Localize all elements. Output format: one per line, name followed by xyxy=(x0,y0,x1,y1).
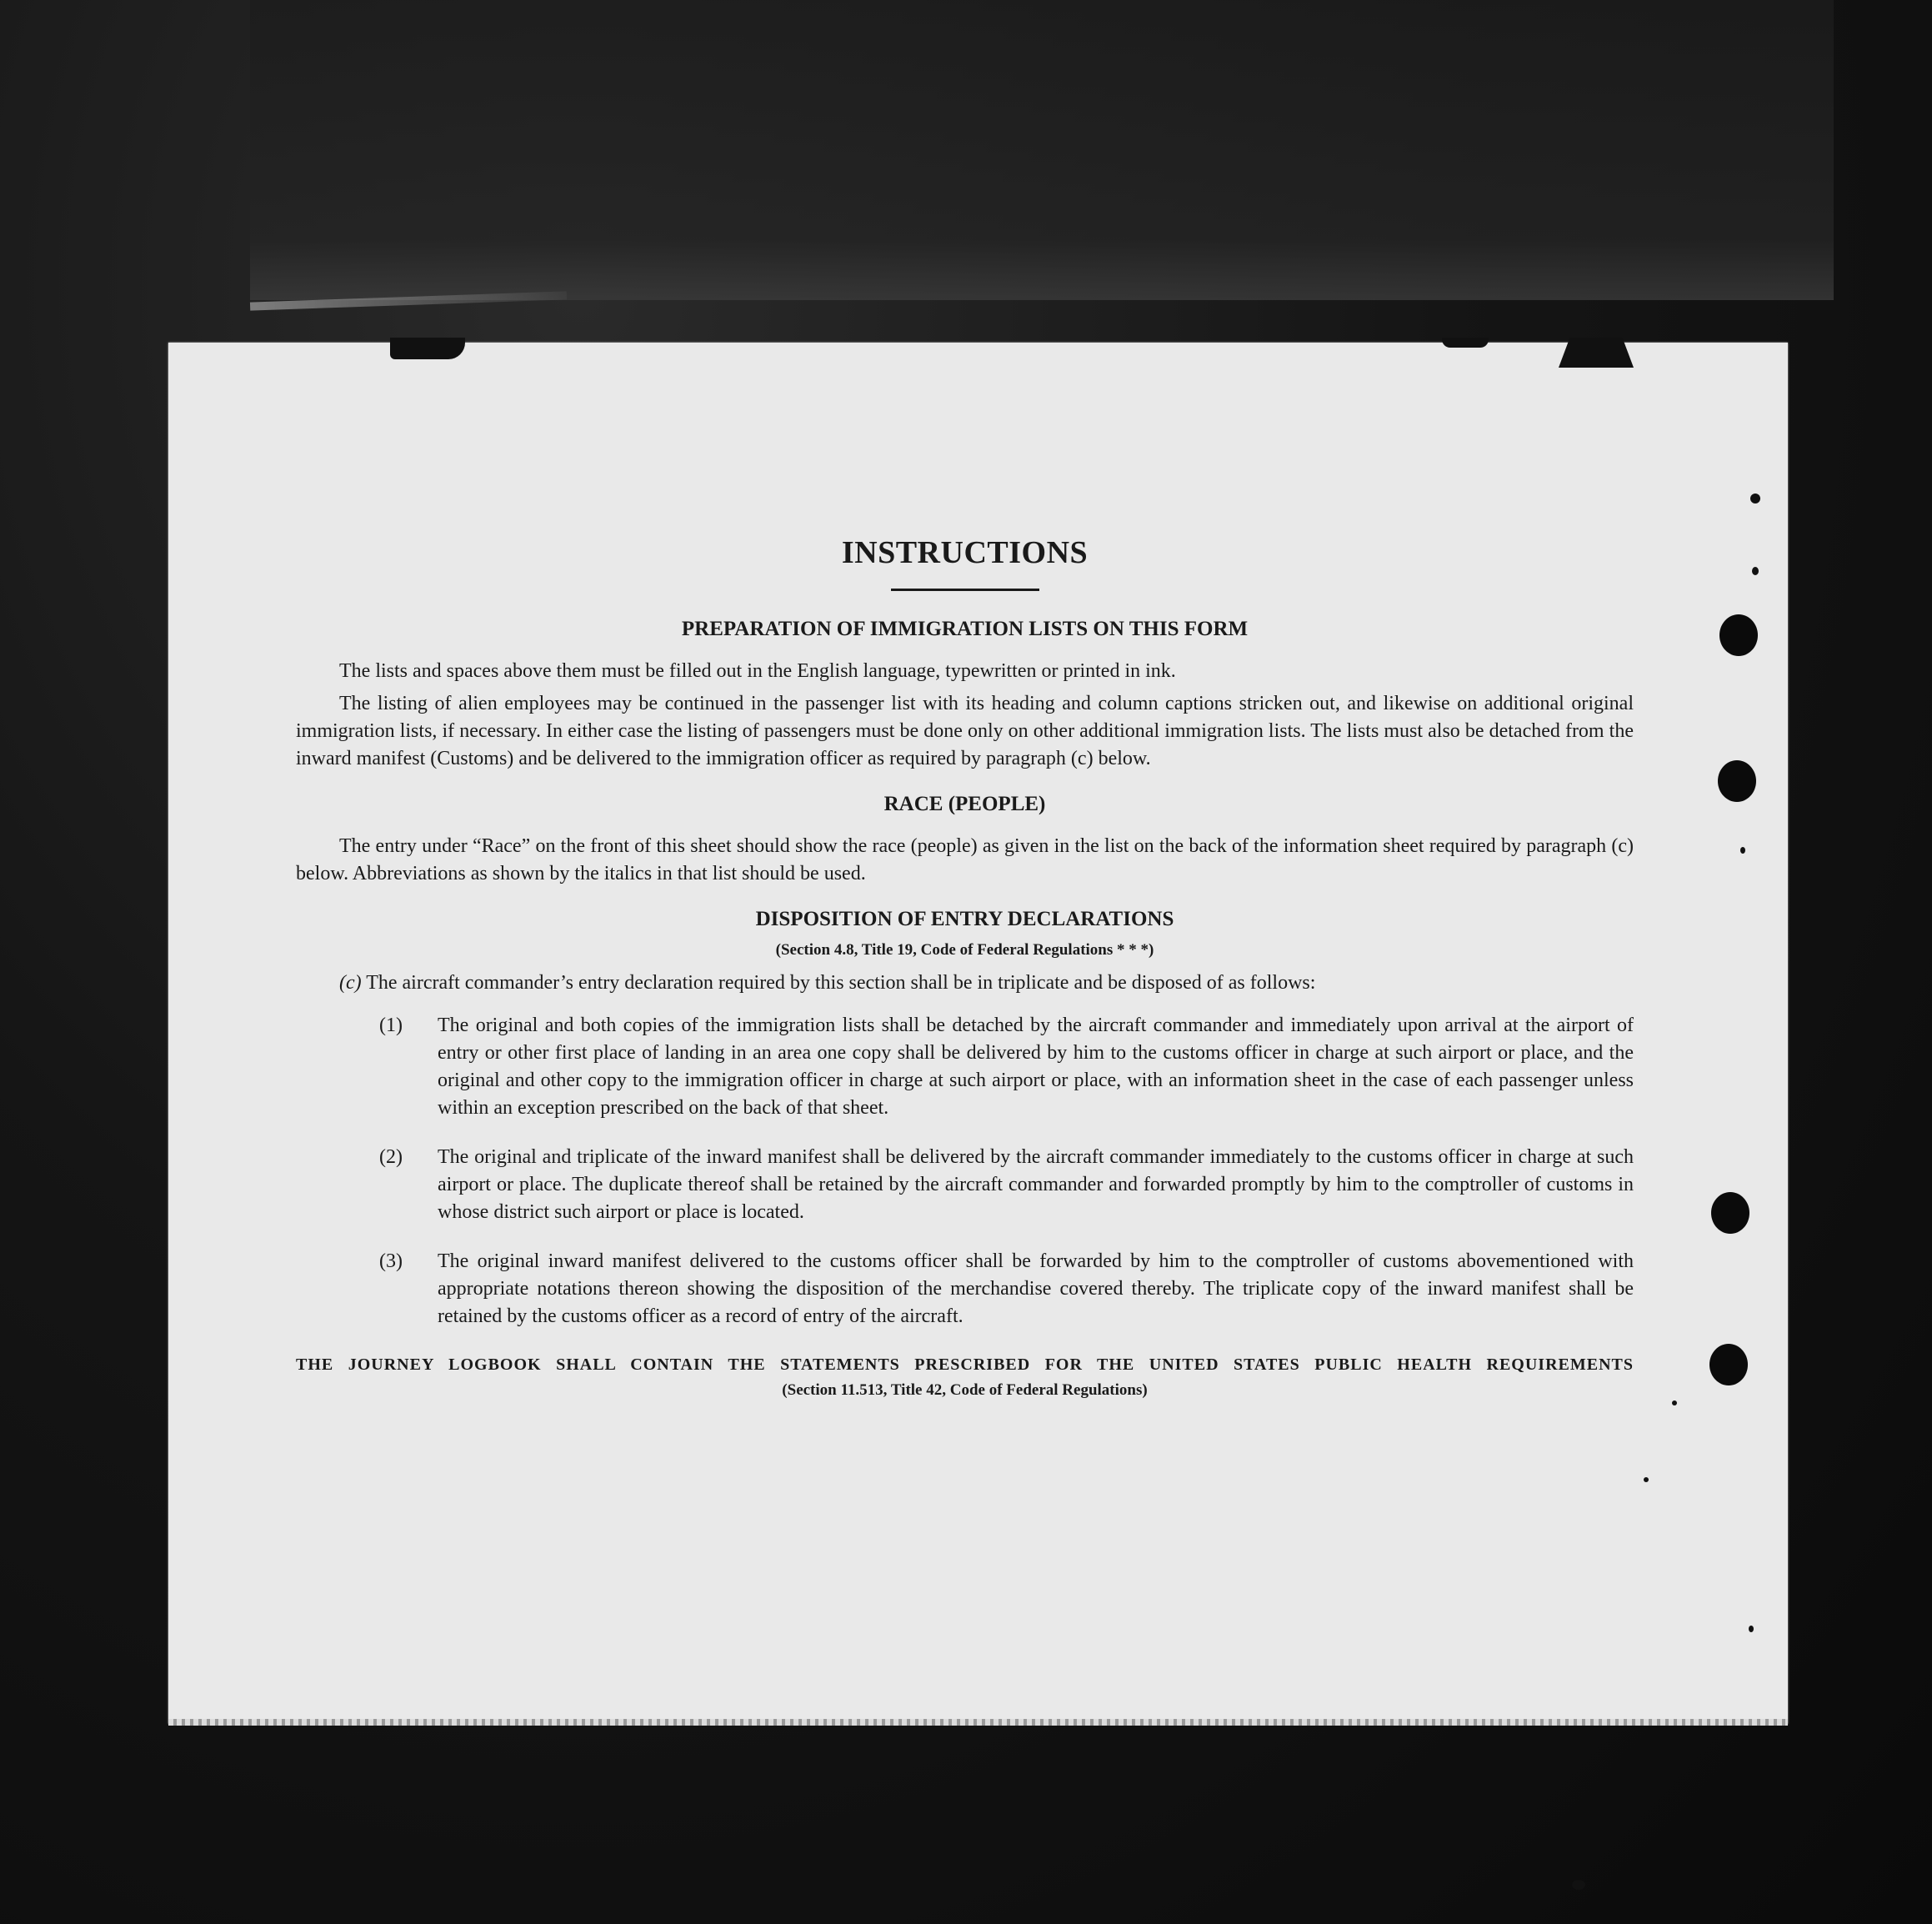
disposition-clause xyxy=(339,970,1634,997)
list-item xyxy=(296,1248,1634,1330)
title-underline xyxy=(891,589,1039,591)
speck xyxy=(1672,1400,1677,1405)
preparation-paragraph-2: The listing of alien employees may be continued in the passenger list with its heading and column captions stricken out, and likewise on additional original immigration lists, if necessary. In either case the listing of passengers must be done only on other additional immigration lists. The lists must also be detached from the inward manifest (Customs) and be delivered to the immigration officer as required by paragraph (c) below. xyxy=(296,693,1634,769)
punch-hole xyxy=(1719,614,1758,656)
speck xyxy=(1572,1880,1585,1890)
speck xyxy=(1740,847,1745,854)
list-item-text: The original and both copies of the immigration lists shall be detached by the aircraft commander and immediately upon arrival at the airport of entry or other first place of landing in an area one copy shall be delivered by him to the customs officer in charge at such airport or place, and the original and other copy to the immigration officer in charge at such airport or place, with an information sheet in the case of each passenger unless within an exception prescribed on the back of that sheet. xyxy=(438,1015,1634,1119)
punch-hole xyxy=(1709,1344,1748,1385)
preparation-paragraph-1: The lists and spaces above them must be filled out in the English language, typewritten or printed in ink. xyxy=(339,660,1176,682)
section-heading-disposition: DISPOSITION OF ENTRY DECLARATIONS xyxy=(755,908,1174,930)
section-heading-preparation: PREPARATION OF IMMIGRATION LISTS ON THIS FORM xyxy=(681,618,1249,640)
paper-tear-mark xyxy=(390,338,465,359)
list-item xyxy=(296,1144,1634,1226)
punch-hole xyxy=(1711,1192,1749,1234)
speck xyxy=(1750,494,1760,504)
speck xyxy=(1644,1477,1649,1482)
public-health-statement: THE JOURNEY LOGBOOK SHALL CONTAIN THE STATEMENTS PRESCRIBED FOR THE UNITED STATES PUBLIC HEALTH REQUIREMENTS xyxy=(296,1355,1634,1374)
page-title: INSTRUCTIONS xyxy=(841,535,1089,570)
race-paragraph: The entry under “Race” on the front of this sheet should show the race (people) as given in the list on the back of the information sheet required by paragraph (c) below. Abbreviations as shown by the italics in that list should be used. xyxy=(296,835,1634,884)
list-item-number: (2) xyxy=(379,1146,403,1168)
list-item-number: (3) xyxy=(379,1250,403,1272)
paper-tear-mark xyxy=(1559,338,1634,368)
paper-tear-mark xyxy=(1442,338,1489,348)
speck xyxy=(1749,1626,1754,1632)
list-item-text: The original and triplicate of the inward manifest shall be delivered by the aircraft commander immediately to the customs officer in charge at such airport or place. The duplicate thereof shall be retained by the aircraft commander and forwarded promptly by him to the comptroller of customs in whose district such airport or place is located. xyxy=(438,1146,1634,1223)
section-heading-race: RACE (PEOPLE) xyxy=(883,793,1046,815)
speck xyxy=(1752,567,1759,575)
public-health-citation: (Section 11.513, Title 42, Code of Federal Regulations) xyxy=(782,1381,1148,1399)
clause-label: (c) xyxy=(339,972,362,994)
disposition-citation: (Section 4.8, Title 19, Code of Federal Regulations * * *) xyxy=(775,941,1154,959)
clause-text: The aircraft commander’s entry declaration required by this section shall be in triplicate and be disposed of as follows: xyxy=(366,972,1316,994)
list-item xyxy=(296,1012,1634,1122)
perforated-edge xyxy=(168,1719,1788,1726)
backing-sheet xyxy=(250,0,1834,300)
list-item-number: (1) xyxy=(379,1015,403,1036)
punch-hole xyxy=(1718,760,1756,802)
instructions-document xyxy=(296,534,1634,1402)
list-item-text: The original inward manifest delivered to the customs officer shall be forwarded by him to the comptroller of customs abovementioned with appropriate notations thereon showing the disposition of the merchandise covered thereby. The triplicate copy of the inward manifest shall be retained by the customs officer as a record of entry of the aircraft. xyxy=(438,1250,1634,1327)
